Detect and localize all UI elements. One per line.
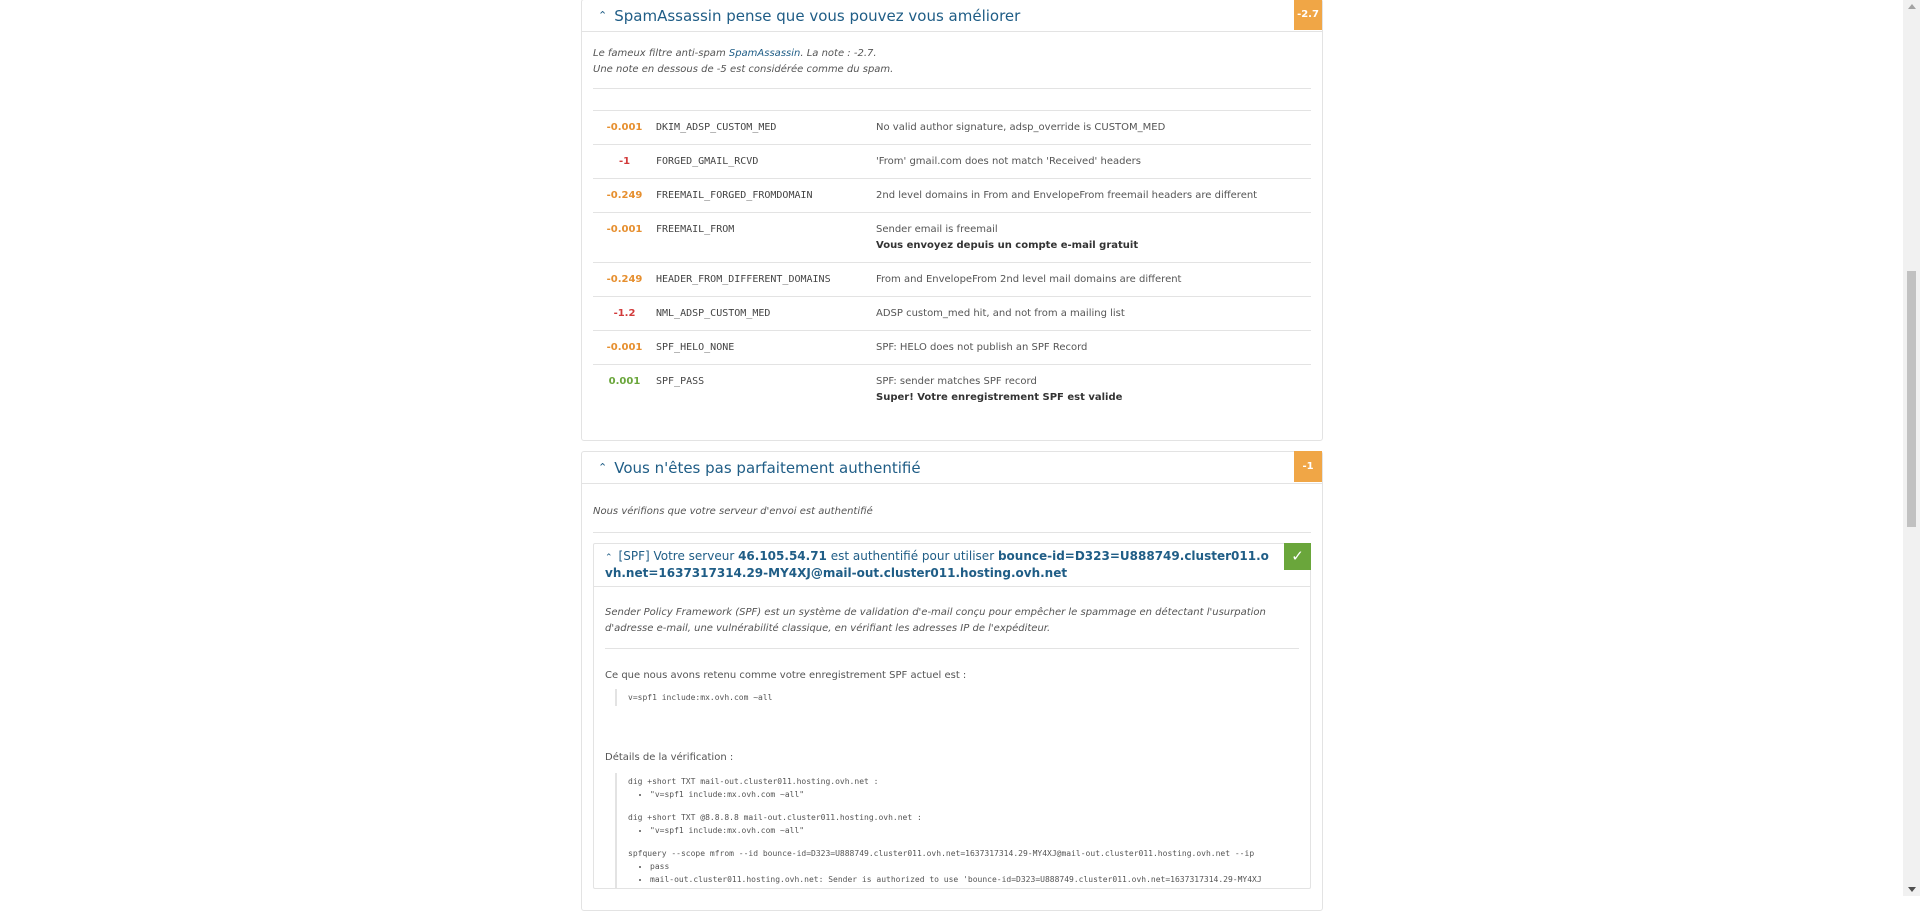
spf-head-prefix: [SPF] Votre serveur [618, 549, 739, 563]
rule-row [593, 297, 1311, 331]
rule-score: -1.2 [593, 297, 656, 331]
spamassassin-panel-header[interactable] [582, 0, 1322, 32]
panel-title: Vous n'êtes pas parfaitement authentifié [614, 458, 921, 477]
code-line: spfquery --scope mfrom --id bounce-id=D323=U888749.cluster011.ovh.net=1637317314.29-MY4XJ@mail-out.cluster011.hosting.ovh.net --ip [628, 849, 1255, 858]
spamassassin-rules-table [593, 110, 1311, 414]
spf-head-middle: est authentifié pour utiliser [826, 549, 998, 563]
server-ip: 46.105.54.71 [738, 549, 827, 563]
rule-description-cell [876, 297, 1311, 331]
rule-row [593, 213, 1311, 263]
check-icon: ✓ [1284, 543, 1311, 570]
spf-description: Sender Policy Framework (SPF) est un système de validation d'e-mail conçu pour empêcher le spammage en détectant l'usurpation d'adresse e-mail, une vulnérabilité classique, en vérifiant les adresses IP de l'expéditeur. [605, 587, 1299, 649]
rule-name: FORGED_GMAIL_RCVD [656, 145, 876, 179]
intro-text: . La note : -2.7. [800, 48, 877, 59]
rule-row [593, 111, 1311, 145]
chevron-up-icon[interactable]: ⌃ [598, 9, 608, 22]
rule-row [593, 263, 1311, 297]
spf-record-label: Ce que nous avons retenu comme votre enregistrement SPF actuel est : [605, 670, 967, 681]
rule-description: 2nd level domains in From and EnvelopeFrom freemail headers are different [876, 190, 1258, 201]
rule-description: Sender email is freemail [876, 224, 998, 235]
rule-score: 0.001 [593, 365, 656, 415]
rule-row [593, 145, 1311, 179]
chevron-up-icon[interactable]: ⌃ [605, 553, 613, 563]
rule-advice: Super! Votre enregistrement SPF est valide [876, 392, 1123, 403]
spf-record-code: v=spf1 include:mx.ovh.com ~all [615, 689, 1299, 706]
intro-note: Une note en dessous de -5 est considérée comme du spam. [593, 64, 894, 75]
panel-title: SpamAssassin pense que vous pouvez vous améliorer [614, 6, 1021, 25]
spf-subpanel-header[interactable] [594, 544, 1310, 587]
rule-name: HEADER_FROM_DIFFERENT_DOMAINS [656, 263, 876, 297]
rule-score: -0.001 [593, 213, 656, 263]
chevron-up-icon[interactable]: ⌃ [598, 461, 608, 474]
sender-address: bounce-id=D323=U888749.cluster011.ovh.net=1637317314.29-MY4XJ@mail-out.cluster011.hosting.ovh.net [605, 549, 1269, 580]
code-result: • "v=spf1 include:mx.ovh.com ~all" [650, 824, 1299, 837]
code-result: • "v=spf1 include:mx.ovh.com ~all" [650, 788, 1299, 801]
code-line: dig +short TXT @8.8.8.8 mail-out.cluster011.hosting.ovh.net : [628, 813, 922, 822]
rule-description: ADSP custom_med hit, and not from a mailing list [876, 308, 1125, 319]
rule-score: -0.249 [593, 179, 656, 213]
scrollbar-thumb[interactable] [1907, 271, 1916, 527]
rule-name: NML_ADSP_CUSTOM_MED [656, 297, 876, 331]
rule-description: From and EnvelopeFrom 2nd level mail domains are different [876, 274, 1182, 285]
rule-description-cell [876, 213, 1311, 263]
rule-name: FREEMAIL_FROM [656, 213, 876, 263]
rule-score: -1 [593, 145, 656, 179]
rule-score: -0.249 [593, 263, 656, 297]
verification-details-label: Détails de la vérification : [605, 752, 734, 763]
rule-name: SPF_PASS [656, 365, 876, 415]
code-result: • pass [650, 860, 1299, 873]
report-container [581, 0, 1323, 884]
intro-text: Le fameux filtre anti-spam [593, 48, 729, 59]
rule-score: -0.001 [593, 111, 656, 145]
spamassassin-intro [593, 32, 1311, 89]
rule-description-cell [876, 145, 1311, 179]
rule-name: DKIM_ADSP_CUSTOM_MED [656, 111, 876, 145]
rule-description: No valid author signature, adsp_override is CUSTOM_MED [876, 122, 1166, 133]
rule-row [593, 179, 1311, 213]
spamassassin-link[interactable]: SpamAssassin [728, 48, 801, 59]
authentication-panel [581, 451, 1323, 911]
authentication-panel-header[interactable] [582, 452, 1322, 484]
spf-subpanel [593, 543, 1311, 889]
rule-description-cell [876, 365, 1311, 415]
verification-details-code [615, 773, 1299, 888]
score-badge: -2.7 [1294, 0, 1322, 30]
spamassassin-panel [581, 0, 1323, 441]
rule-description: 'From' gmail.com does not match 'Received' headers [876, 156, 1141, 167]
scroll-down-arrow-icon[interactable] [1908, 887, 1916, 892]
scroll-up-arrow-icon[interactable] [1908, 4, 1916, 9]
rule-description-cell [876, 111, 1311, 145]
code-line: dig +short TXT mail-out.cluster011.hosting.ovh.net : [628, 777, 879, 786]
rule-description-cell [876, 263, 1311, 297]
rule-score: -0.001 [593, 331, 656, 365]
rule-row [593, 331, 1311, 365]
page-scrollbar[interactable] [1903, 0, 1920, 896]
rule-row [593, 365, 1311, 415]
rule-description-cell [876, 179, 1311, 213]
code-result: • mail-out.cluster011.hosting.ovh.net: Sender is authorized to use 'bounce-id=D323=U888749.cluster011.ovh.net=1637317314.29-MY4XJ [650, 873, 1299, 886]
rule-description: SPF: HELO does not publish an SPF Record [876, 342, 1088, 353]
rule-name: FREEMAIL_FORGED_FROMDOMAIN [656, 179, 876, 213]
score-badge: -1 [1294, 451, 1322, 482]
rule-name: SPF_HELO_NONE [656, 331, 876, 365]
rule-description: SPF: sender matches SPF record [876, 376, 1037, 387]
rule-advice: Vous envoyez depuis un compte e-mail gratuit [876, 240, 1139, 251]
auth-intro: Nous vérifions que votre serveur d'envoi est authentifié [593, 484, 1311, 533]
rule-description-cell [876, 331, 1311, 365]
